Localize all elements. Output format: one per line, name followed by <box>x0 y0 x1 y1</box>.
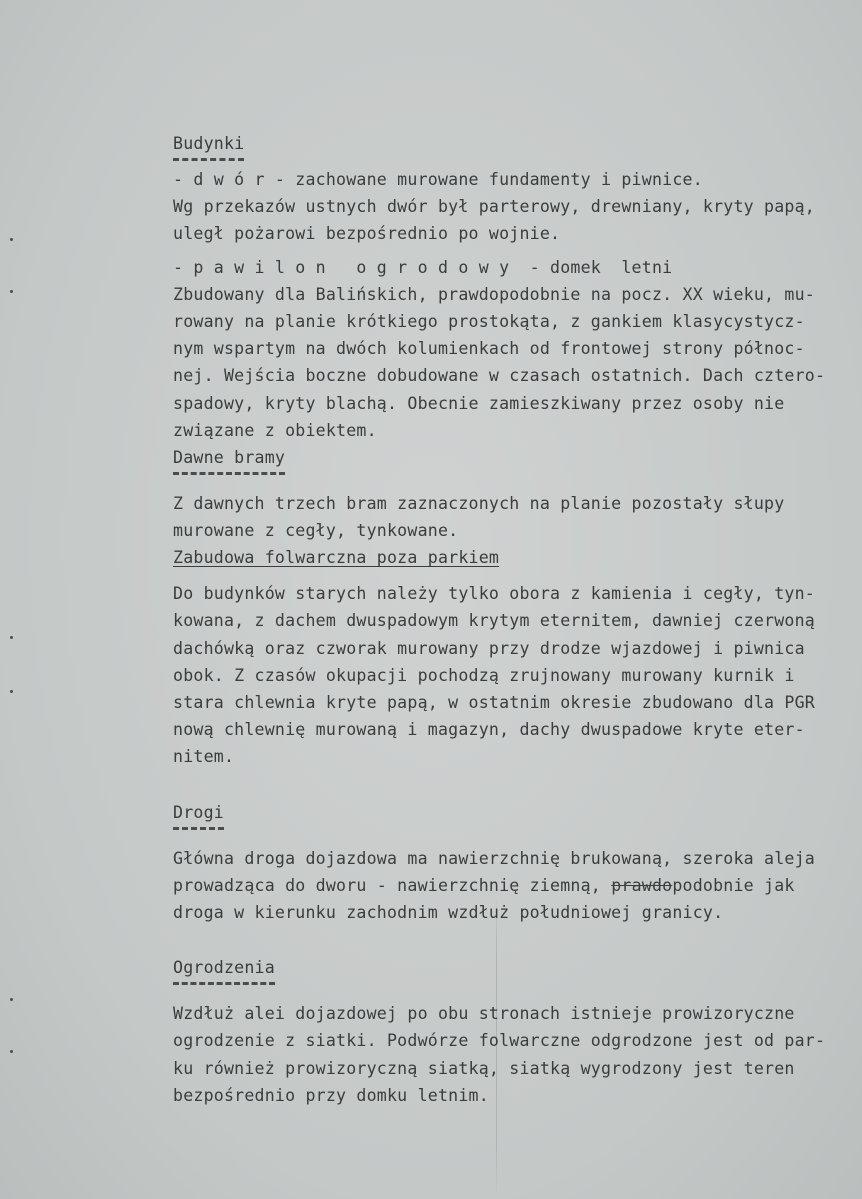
text-line: bezpośrednio przy domku letnim. <box>173 1085 489 1105</box>
text-line: droga w kierunku zachodnim wzdłuż południowej granicy. <box>173 902 724 922</box>
margin-mark <box>10 290 13 293</box>
text-line: ku również prowizoryczną siatką, siatką wygrodzony jest teren <box>173 1058 795 1078</box>
text-line <box>173 872 843 899</box>
document-body <box>173 130 843 1109</box>
heading-ogrodzenia: Ogrodzenia <box>173 954 275 981</box>
text-line: Do budynków starych należy tylko obora z kamienia i cegły, tyn- <box>173 584 815 604</box>
struck-text: prawdo <box>611 875 673 895</box>
heading-dawne-bramy: Dawne bramy <box>173 444 285 471</box>
heading-zabudowa-folwarczna: Zabudowa folwarczna poza parkiem <box>173 548 500 568</box>
text-line: uległ pożarowi bezpośrednio po wojnie. <box>173 224 561 244</box>
text-line: Wzdłuż alei dojazdowej po obu stronach istnieje prowizoryczne <box>173 1004 795 1024</box>
margin-mark <box>10 998 13 1001</box>
text-line: Główna droga dojazdowa ma nawierzchnię brukowaną, szeroka aleja <box>173 848 815 868</box>
text-line: nitem. <box>173 747 235 767</box>
text-line: nym wspartym na dwóch kolumienkach od frontowej strony północ- <box>173 339 805 359</box>
margin-mark <box>10 238 13 241</box>
text-line: kowana, z dachem dwuspadowym krytym eternitem, dawniej czerwoną <box>173 611 815 631</box>
text-line: obok. Z czasów okupacji pochodzą zrujnowany murowany kurnik i <box>173 665 795 685</box>
text-line: Z dawnych trzech bram zaznaczonych na planie pozostały słupy <box>173 493 785 513</box>
text-line: - p a w i l o n o g r o d o w y - domek letni <box>173 257 673 277</box>
text-line: stara chlewnia kryte papą, w ostatnim okresie zbudowano dla PGR <box>173 693 815 712</box>
text-line: rowany na planie krótkiego prostokąta, z gankiem klasycystycz- <box>173 311 805 331</box>
text-fragment: podobnie jak <box>672 875 795 895</box>
text-line: nową chlewnię murowaną i magazyn, dachy dwuspadowe kryte eter- <box>173 720 805 740</box>
text-line: murowane z cegły, tynkowane. <box>173 521 459 541</box>
text-line: ogrodzenie z siatki. Podwórze folwarczne odgrodzone jest od par- <box>173 1031 826 1051</box>
heading-budynki: Budynki <box>173 130 244 157</box>
text-line: Wg przekazów ustnych dwór był parterowy, drewniany, kryty papą, <box>173 197 815 217</box>
heading-drogi: Drogi <box>173 799 224 826</box>
text-line: spadowy, kryty blachą. Obecnie zamieszkiwany przez osoby nie <box>173 393 785 413</box>
text-line: Zbudowany dla Balińskich, prawdopodobnie na pocz. XX wieku, mu- <box>173 284 815 304</box>
text-line: dachówką oraz czworak murowany przy drodze wjazdowej i piwnica <box>173 638 805 658</box>
margin-mark <box>10 636 13 639</box>
text-line: nej. Wejścia boczne dobudowane w czasach ostatnich. Dach cztero- <box>173 366 826 386</box>
margin-mark <box>10 1050 13 1053</box>
text-line: związane z obiektem. <box>173 420 377 440</box>
margin-mark <box>10 690 13 693</box>
text-line: - d w ó r - zachowane murowane fundamenty i piwnice. <box>173 170 703 189</box>
text-fragment: prowadząca do dworu - nawierzchnię ziemną, <box>173 875 612 895</box>
